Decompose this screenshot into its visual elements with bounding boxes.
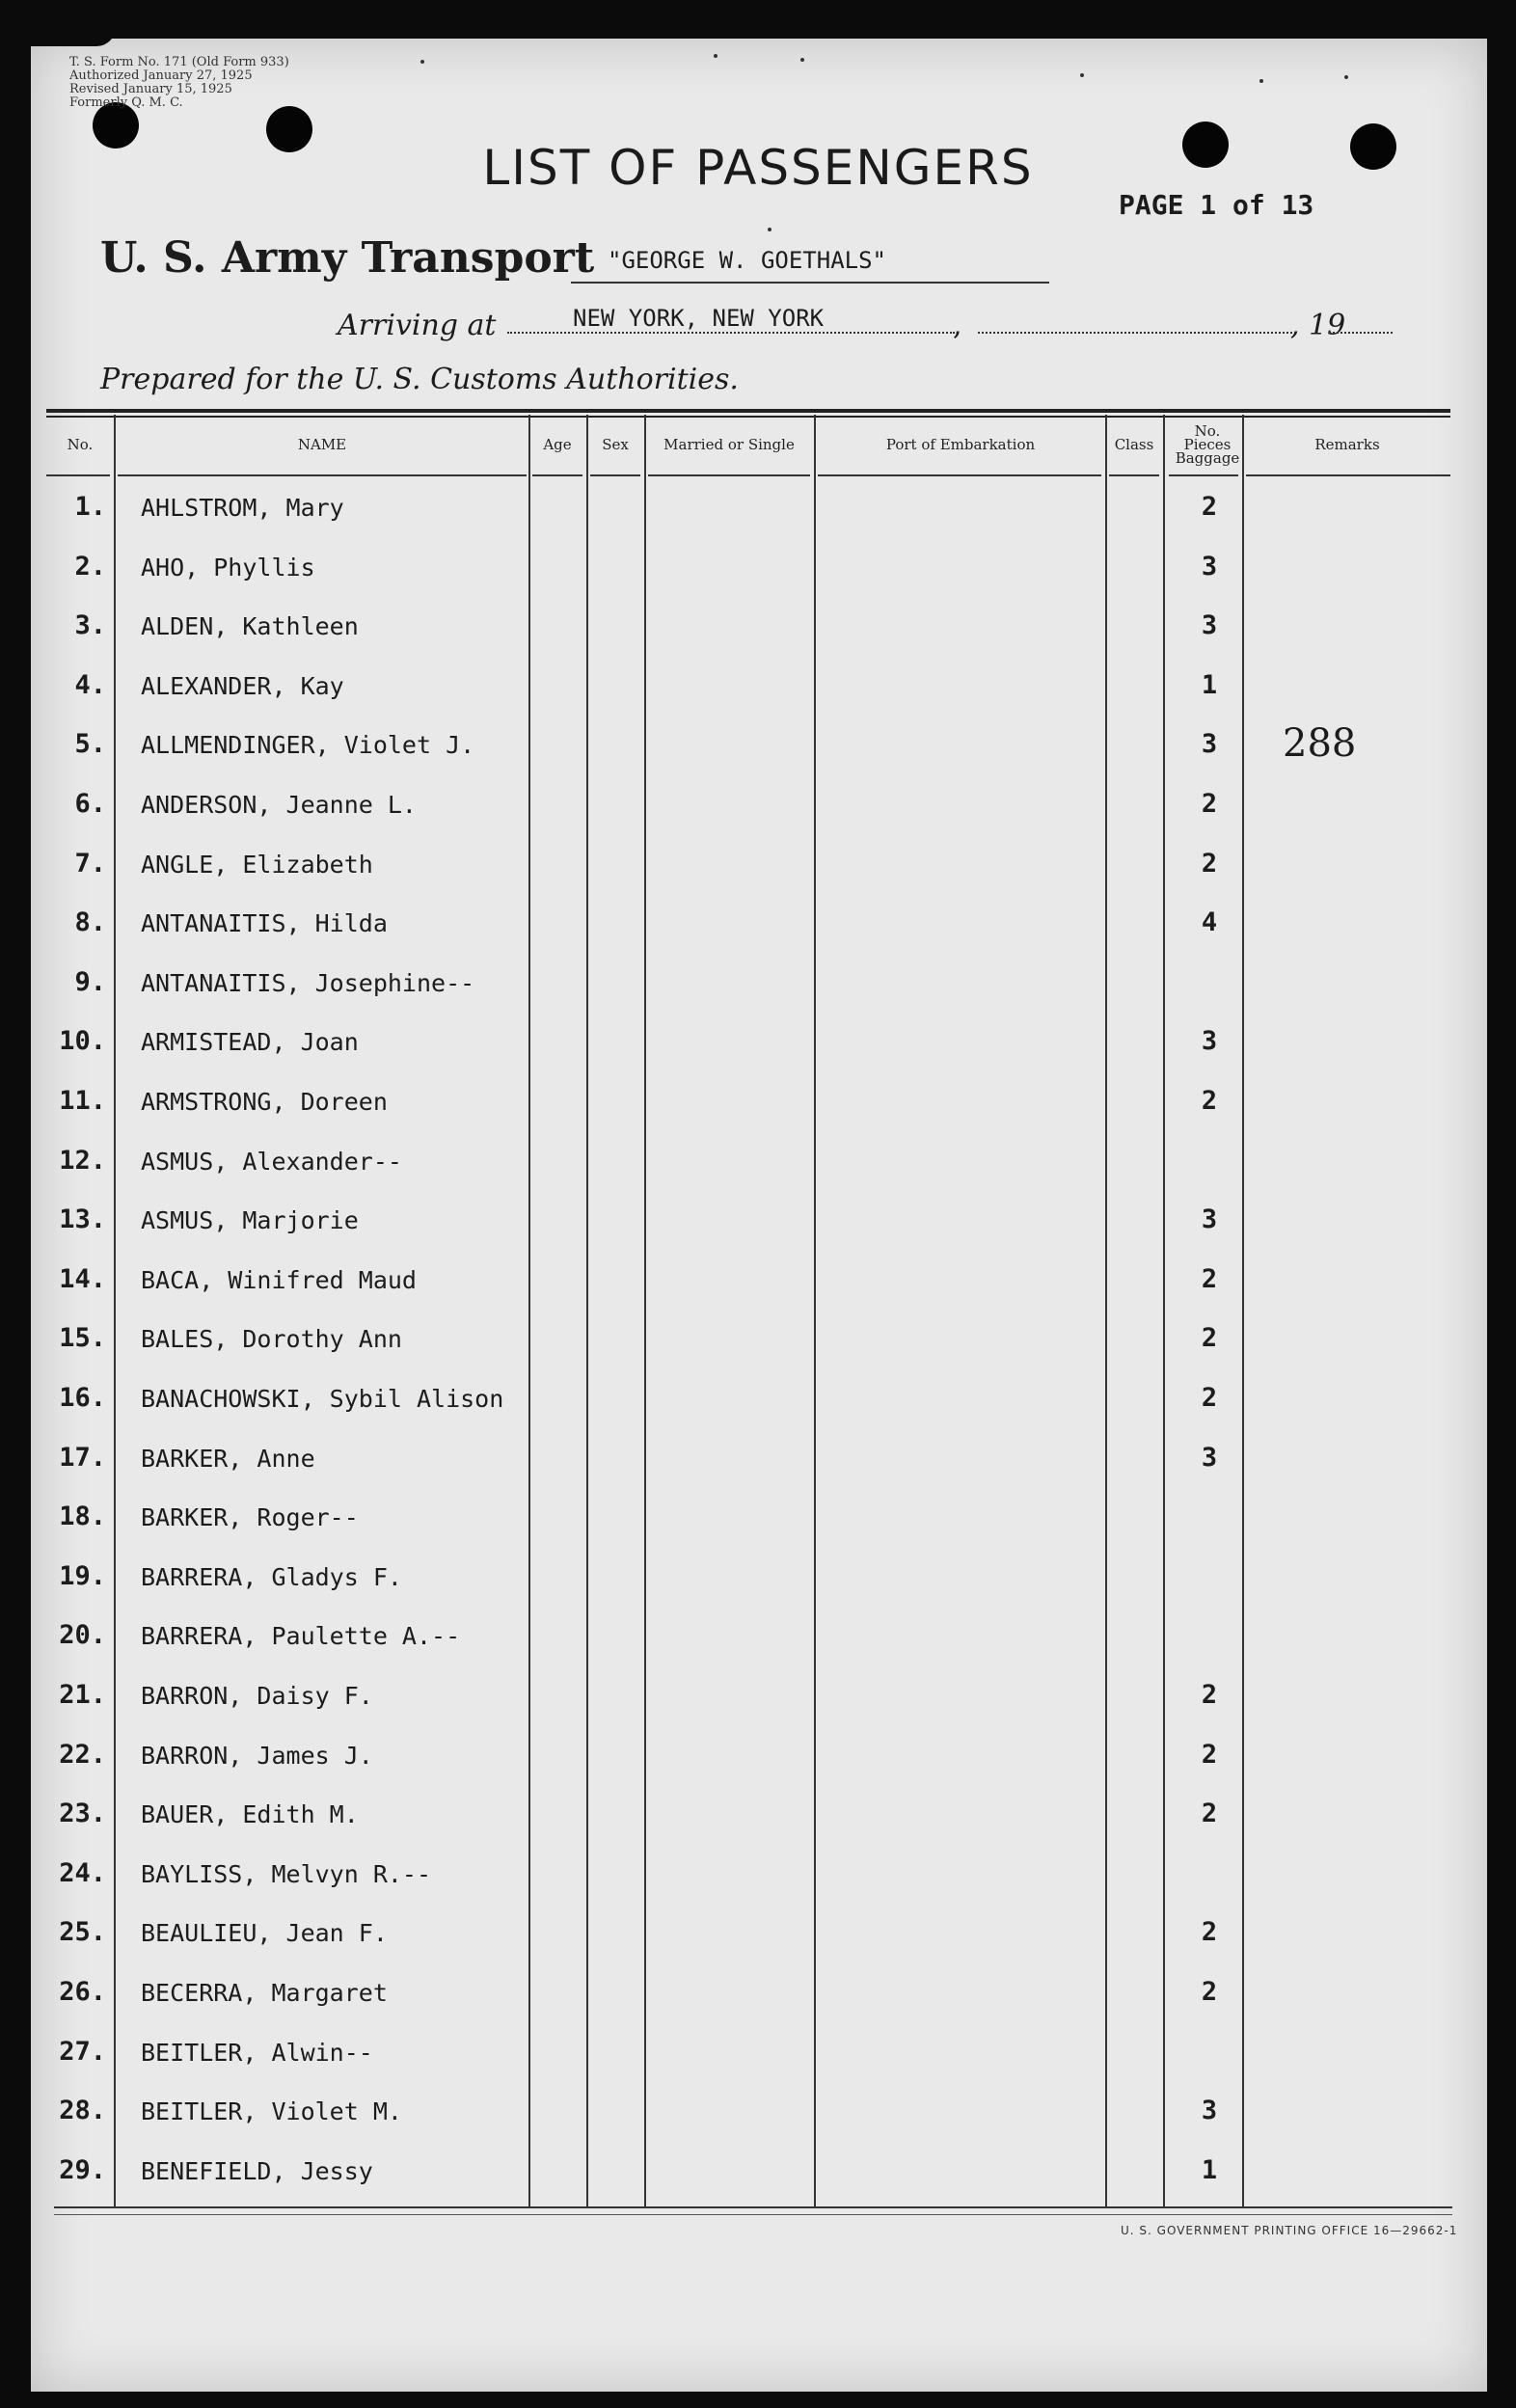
baggage-count: 1 [1201, 2155, 1218, 2185]
passenger-name: AHO, Phyllis [141, 554, 315, 582]
torn-corner [0, 0, 116, 46]
passenger-name: BACA, Winifred Maud [141, 1266, 417, 1294]
row-number: 3. [74, 610, 106, 640]
form-line-3: Revised January 15, 1925 [69, 82, 232, 96]
header-rule [590, 474, 640, 476]
document-title: LIST OF PASSENGERS [482, 140, 1034, 196]
col-header-no: No. [67, 436, 94, 453]
passenger-name: BAYLISS, Melvyn R.-- [141, 1860, 432, 1888]
row-number: 13. [59, 1204, 106, 1234]
row-number: 28. [59, 2096, 106, 2125]
row-number: 23. [59, 1799, 106, 1828]
prepared-for: Prepared for the U. S. Customs Authorities. [100, 363, 739, 396]
arriving-label: Arriving at [338, 309, 497, 342]
passenger-name: ARMISTEAD, Joan [141, 1028, 359, 1056]
column-divider [1105, 415, 1107, 2208]
row-number: 24. [59, 1858, 106, 1888]
col-header-sex: Sex [602, 436, 629, 453]
speck [800, 58, 804, 62]
form-line-4: Formerly Q. M. C. [69, 95, 183, 110]
row-number: 14. [59, 1264, 106, 1294]
passenger-name: BAUER, Edith M. [141, 1800, 359, 1828]
table-bottom-rule [54, 2206, 1452, 2208]
column-divider [586, 415, 588, 2208]
row-number: 15. [59, 1323, 106, 1353]
passenger-name: BEITLER, Alwin-- [141, 2039, 373, 2067]
row-number: 8. [74, 907, 106, 937]
baggage-count: 2 [1201, 1323, 1218, 1353]
baggage-count: 2 [1201, 1917, 1218, 1947]
baggage-count: 3 [1201, 2096, 1218, 2125]
passenger-name: ALEXANDER, Kay [141, 672, 344, 700]
col-header-name: NAME [297, 436, 347, 453]
remarks-value: 288 [1283, 721, 1357, 766]
arriving-value: NEW YORK, NEW YORK [573, 305, 825, 332]
header-rule [1169, 474, 1238, 476]
header-rule [118, 474, 527, 476]
baggage-count: 3 [1201, 552, 1218, 582]
row-number: 9. [74, 967, 106, 997]
row-number: 2. [74, 552, 106, 582]
passenger-name: ASMUS, Marjorie [141, 1206, 359, 1234]
col-header-remarks: Remarks [1314, 436, 1380, 453]
row-number: 21. [59, 1680, 106, 1710]
form-number-block [69, 56, 289, 110]
row-number: 27. [59, 2037, 106, 2067]
passenger-name: ARMSTRONG, Doreen [141, 1088, 388, 1116]
row-number: 26. [59, 1977, 106, 2007]
year-line [1329, 332, 1393, 334]
row-number: 19. [59, 1561, 106, 1591]
baggage-count: 2 [1201, 1680, 1218, 1710]
baggage-count: 3 [1201, 1026, 1218, 1056]
baggage-count: 3 [1201, 1204, 1218, 1234]
table-bottom-rule-thin [54, 2214, 1452, 2215]
baggage-count: 3 [1201, 610, 1218, 640]
col-header-baggage: No. Pieces Baggage [1175, 422, 1240, 467]
form-line-1: T. S. Form No. 171 (Old Form 933) [69, 55, 289, 69]
column-divider [814, 415, 816, 2208]
passenger-name: BEITLER, Violet M. [141, 2097, 402, 2125]
passenger-name: ALLMENDINGER, Violet J. [141, 731, 475, 759]
baggage-count: 2 [1201, 1977, 1218, 2007]
baggage-count: 2 [1201, 789, 1218, 819]
header-rule [1109, 474, 1159, 476]
speck [1080, 73, 1084, 77]
passenger-name: BARRON, Daisy F. [141, 1682, 373, 1710]
header-rule [818, 474, 1101, 476]
row-number: 5. [74, 729, 106, 759]
header-rule [648, 474, 810, 476]
row-number: 1. [74, 492, 106, 522]
passenger-name: BARRON, James J. [141, 1742, 373, 1770]
printing-office-footer: U. S. GOVERNMENT PRINTING OFFICE 16—29662-1 [1121, 2224, 1458, 2237]
speck [420, 60, 424, 64]
passenger-name: ASMUS, Alexander-- [141, 1148, 402, 1176]
baggage-count: 4 [1201, 907, 1218, 937]
baggage-count: 2 [1201, 849, 1218, 879]
row-number: 4. [74, 670, 106, 700]
passenger-name: BARRERA, Gladys F. [141, 1563, 402, 1591]
passenger-name: AHLSTROM, Mary [141, 494, 344, 522]
speck [1259, 79, 1263, 83]
row-number: 7. [74, 849, 106, 879]
col-header-port: Port of Embarkation [885, 436, 1036, 453]
passenger-name: ANTANAITIS, Hilda [141, 909, 388, 937]
baggage-count: 2 [1201, 1383, 1218, 1413]
passenger-name: ALDEN, Kathleen [141, 612, 359, 640]
row-number: 11. [59, 1086, 106, 1116]
passenger-name: ANDERSON, Jeanne L. [141, 791, 417, 819]
header-rule [1246, 474, 1450, 476]
column-divider [644, 415, 646, 2208]
row-number: 20. [59, 1620, 106, 1650]
baggage-count: 3 [1201, 1443, 1218, 1473]
row-number: 25. [59, 1917, 106, 1947]
table-top-rule [46, 409, 1450, 413]
form-line-2: Authorized January 27, 1925 [69, 68, 253, 83]
row-number: 29. [59, 2155, 106, 2185]
baggage-count: 2 [1201, 1086, 1218, 1116]
column-divider [114, 415, 116, 2208]
row-number: 17. [59, 1443, 106, 1473]
col-header-age: Age [543, 436, 572, 453]
baggage-count: 2 [1201, 1799, 1218, 1828]
speck [714, 54, 717, 58]
passenger-name: BARKER, Roger-- [141, 1503, 359, 1531]
passenger-name: ANGLE, Elizabeth [141, 851, 373, 879]
baggage-count: 2 [1201, 1264, 1218, 1294]
arriving-comma: , [953, 309, 962, 342]
column-divider [1163, 415, 1165, 2208]
header-rule [46, 474, 110, 476]
column-divider [528, 415, 530, 2208]
row-number: 16. [59, 1383, 106, 1413]
passenger-name: BEAULIEU, Jean F. [141, 1919, 388, 1947]
transport-label: U. S. Army Transport [100, 233, 595, 283]
date-line [978, 332, 1292, 334]
passenger-name: BECERRA, Margaret [141, 1979, 388, 2007]
baggage-count: 2 [1201, 492, 1218, 522]
passenger-name: ANTANAITIS, Josephine-- [141, 969, 475, 997]
speck [1344, 75, 1348, 79]
passenger-name: BARKER, Anne [141, 1445, 315, 1473]
row-number: 22. [59, 1740, 106, 1770]
ship-name: "GEORGE W. GOETHALS" [608, 247, 886, 274]
passenger-name: BALES, Dorothy Ann [141, 1325, 402, 1353]
header-rule [532, 474, 582, 476]
page-indicator: PAGE 1 of 13 [1119, 189, 1314, 221]
baggage-count: 3 [1201, 729, 1218, 759]
passenger-name: BENEFIELD, Jessy [141, 2157, 373, 2185]
col-header-married: Married or Single [663, 436, 795, 453]
passenger-name: BARRERA, Paulette A.-- [141, 1622, 461, 1650]
row-number: 18. [59, 1502, 106, 1531]
row-number: 10. [59, 1026, 106, 1056]
passenger-name: BANACHOWSKI, Sybil Alison [141, 1385, 504, 1413]
speck [768, 228, 772, 231]
arriving-line [507, 332, 955, 334]
baggage-count: 2 [1201, 1740, 1218, 1770]
year-label: , 19 [1290, 309, 1346, 342]
baggage-count: 1 [1201, 670, 1218, 700]
col-header-class: Class [1114, 436, 1154, 453]
row-number: 6. [74, 789, 106, 819]
row-number: 12. [59, 1146, 106, 1176]
